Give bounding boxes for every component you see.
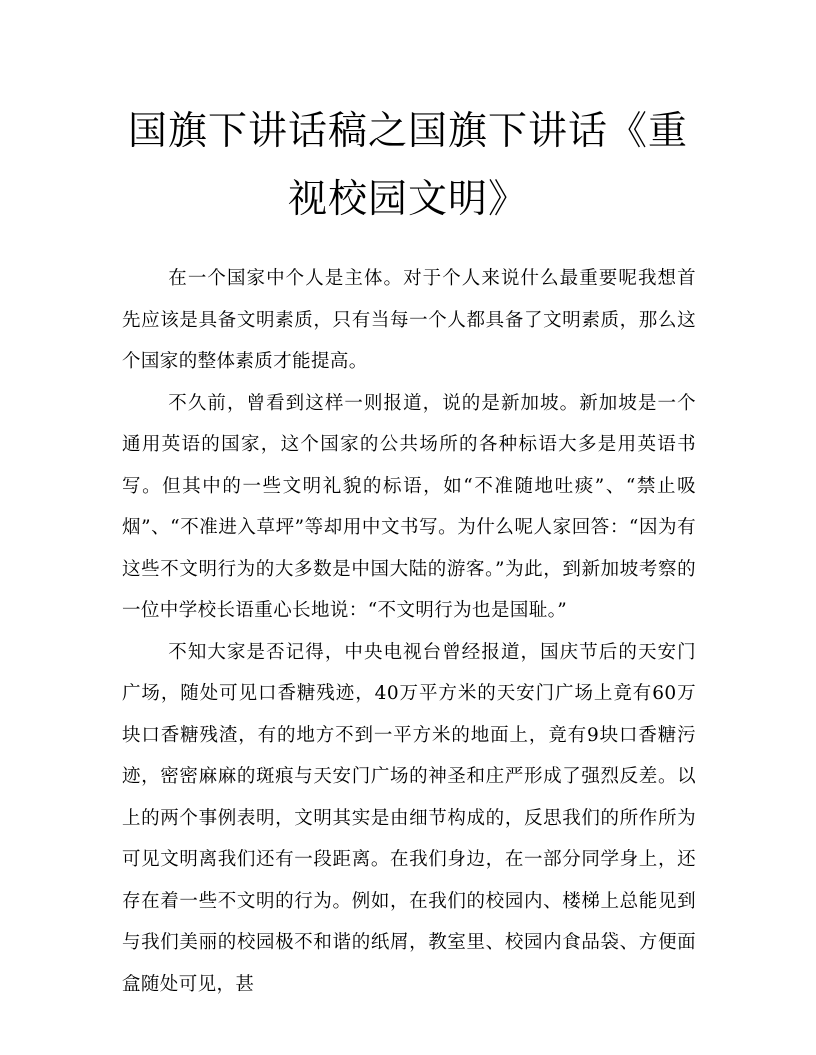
paragraph-3: 不知大家是否记得，中央电视台曾经报道，国庆节后的天安门广场，随处可见口香糖残迹，40万平方米的天安门广场上竟有60万块口香糖残渣，有的地方不到一平方米的地面上，竟有9块口香糖污迹，密密麻麻的斑痕与天安门广场的神圣和庄严形成了强烈反差。以上的两个事例表明，文明其实是由细节构成的，反思我们的所作所为可见文明离我们还有一段距离。在我们身边，在一部分同学身上，还存在着一些不文明的行为。例如，在我们的校园内、楼梯上总能见到与我们美丽的校园极不和谐的纸屑，教室里、校园内食品袋、方便面盒随处可见，甚 xyxy=(122,641,696,995)
paragraph-2: 不久前，曾看到这样一则报道，说的是新加坡。新加坡是一个通用英语的国家，这个国家的公共场所的各种标语大多是用英语书写。但其中的一些文明礼貌的标语，如“不准随地吐痰”、“禁止吸烟”、“不准进入草坪”等却用中文书写。为什么呢人家回答：“因为有这些不文明行为的大多数是中国大陆的游客。”为此，到新加坡考察的一位中学校长语重心长地说：“不文明行为也是国耻。” xyxy=(122,392,696,621)
paragraph-1: 在一个国家中个人是主体。对于个人来说什么最重要呢我想首先应该是具备文明素质，只有当每一个人都具备了文明素质，那么这个国家的整体素质才能提高。 xyxy=(122,268,696,372)
document-title: 国旗下讲话稿之国旗下讲话《重视校园文明》 xyxy=(127,109,688,222)
document-body xyxy=(122,258,696,1005)
